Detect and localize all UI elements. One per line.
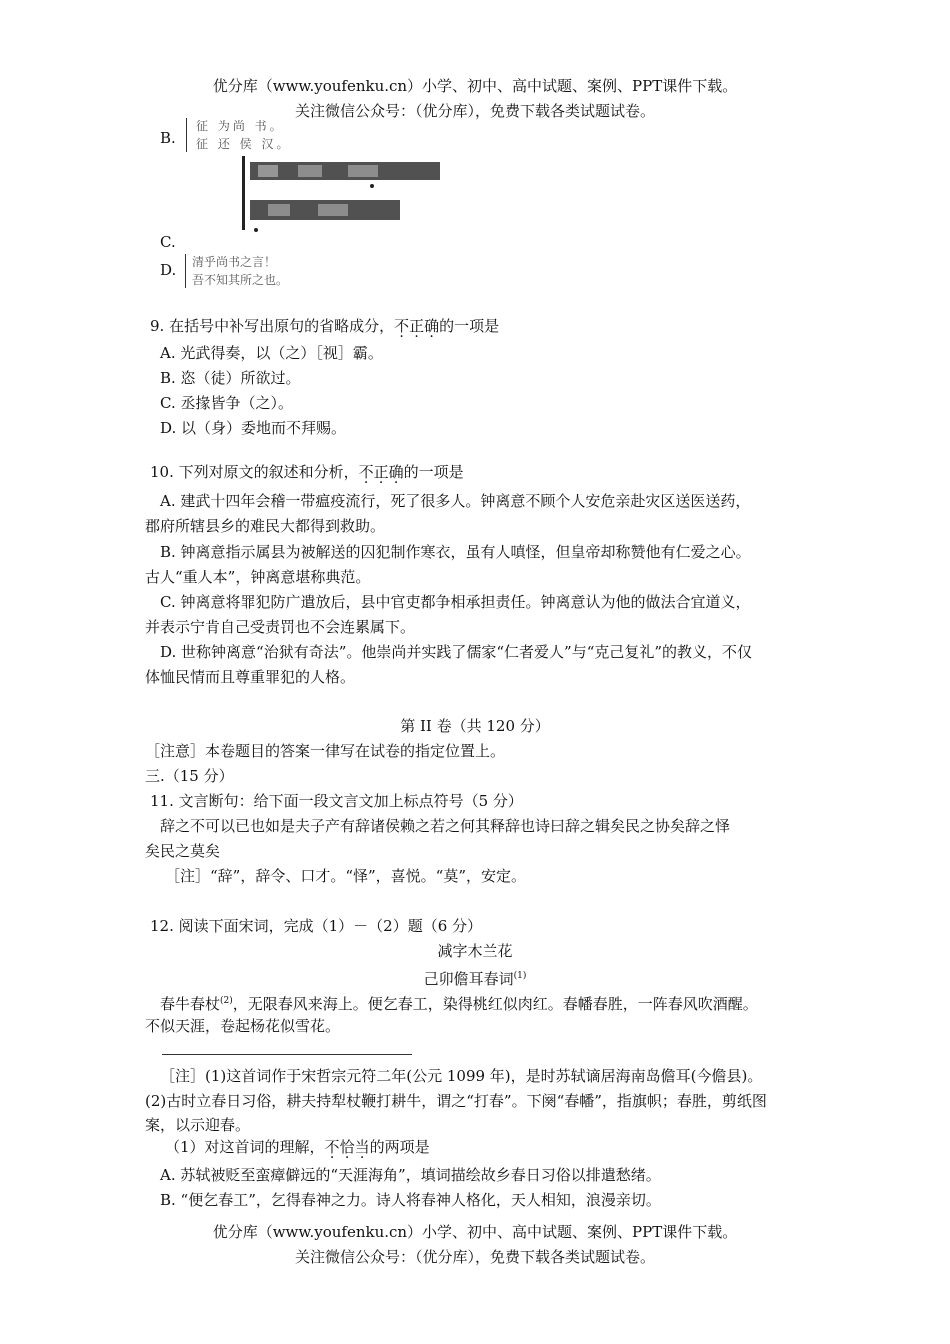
poem-line-1: 春牛春杖$^{(2)}$，无限春风来海上。便乞春工，染得桃红似肉红。春幡春胜，一阵春风吹酒醒。 [160,995,758,1013]
q10-stem: 10. 下列对原文的叙述和分析，不正确的一项是 [150,463,464,481]
option-b-text-1: 征 为尚 书。 [196,119,285,133]
part2-note: ［注意］本卷题目的答案一律写在试卷的指定位置上。 [145,742,506,760]
q9-stem: 9. 在括号中补写出原句的省略成分，不正确的一项是 [150,317,500,335]
option-d-text-1: 清乎尚书之言！ [192,255,277,269]
q11-note: ［注］“辞”，辞令、口才。“怿”，喜悦。“莫”，安定。 [165,867,527,885]
q10-option-b-line-1: B. 钟离意指示属县为被解送的囚犯制作寒衣，虽有人嗔怪，但皇帝却称赞他有仁爱之心。 [160,543,751,561]
q10-option-d-line-2: 体恤民情而且尊重罪犯的人格。 [145,668,356,686]
q12-note-line-1: ［注］(1)这首词作于宋哲宗元符二年(公元 1099 年)，是时苏轼谪居海南岛儋耳(今儋县)。 [160,1067,763,1085]
q9-option-c: C. 丞掾皆争（之）。 [160,394,293,412]
q11-text-line-2: 矣民之莫矣 [145,842,221,860]
option-b-text-2: 征 还 侯 汉。 [196,137,292,151]
header-line-2: 关注微信公众号：（优分库），免费下载各类试题试卷。 [294,102,655,120]
q10-option-c-line-1: C. 钟离意将罪犯防广遣放后，县中官吏都争相承担责任。钟离意认为他的做法合宜道义， [160,593,751,611]
q12-sub1-option-b: B. “便乞春工”，乞得春神之力。诗人将春神人格化，天人相知，浪漫亲切。 [160,1191,661,1209]
poem-title: 减字木兰花 [437,942,513,960]
q10-option-d-line-1: D. 世称钟离意“治狱有奇法”。他崇尚并实践了儒家“仁者爱人”与“克己复礼”的教义，不仅 [160,643,753,661]
option-d-label: D. [160,261,177,279]
option-d-text-2: 吾不知其所之也。 [192,273,289,287]
q9-option-b: B. 恣（徒）所欲过。 [160,369,301,387]
q12-note-line-3: 案，以示迎春。 [145,1116,251,1134]
q11-stem: 11. 文言断句：给下面一段文言文加上标点符号（5 分） [150,792,523,810]
q11-text-line-1: 辞之不可以已也如是夫子产有辞诸侯赖之若之何其释辞也诗曰辞之辑矣民之协矣辞之怿 [160,817,731,835]
q10-option-a-line-2: 郡府所辖县乡的难民大都得到救助。 [145,517,386,535]
q10-option-a-line-1: A. 建武十四年会稽一带瘟疫流行，死了很多人。钟离意不顾个人安危亲赴灾区送医送药， [160,492,751,510]
footnote-divider [162,1054,412,1055]
q9-option-a: A. 光武得奏，以（之）［视］霸。 [160,344,383,362]
header-line-1: 优分库（www.youfenku.cn）小学、初中、高中试题、案例、PPT课件下载。 [212,77,738,95]
option-d-brace [185,254,186,288]
q12-sub1-stem: （1）对这首词的理解，不恰当的两项是 [165,1138,430,1156]
poem-subtitle: 己卯儋耳春词$^{(1)}$ [423,970,527,988]
q12-stem: 12. 阅读下面宋词，完成（1）－（2）题（6 分） [150,917,483,935]
section-heading: 三.（15 分） [145,767,234,785]
poem-line-2: 不似天涯，卷起杨花似雪花。 [145,1017,341,1035]
option-b-brace [186,118,187,152]
option-b-label: B. [160,129,176,147]
part2-title: 第 II 卷（共 120 分） [400,717,550,735]
footer-line-2: 关注微信公众号：（优分库），免费下载各类试题试卷。 [294,1248,655,1266]
q12-sub1-option-a: A. 苏轼被贬至蛮瘴僻远的“天涯海角”，填词描绘故乡春日习俗以排遣愁绪。 [160,1166,661,1184]
option-c-image [238,152,450,234]
q10-option-c-line-2: 并表示宁肯自己受责罚也不会连累属下。 [145,618,416,636]
option-c-label: C. [160,233,176,251]
footer-line-1: 优分库（www.youfenku.cn）小学、初中、高中试题、案例、PPT课件下载。 [212,1223,738,1241]
q9-option-d: D. 以（身）委地而不拜赐。 [160,419,347,437]
q10-option-b-line-2: 古人“重人本”，钟离意堪称典范。 [145,568,371,586]
q12-note-line-2: (2)古时立春日习俗，耕夫持犁杖鞭打耕牛，谓之“打春”。下阕“春幡”，指旗帜；春胜，剪纸图 [145,1092,767,1110]
